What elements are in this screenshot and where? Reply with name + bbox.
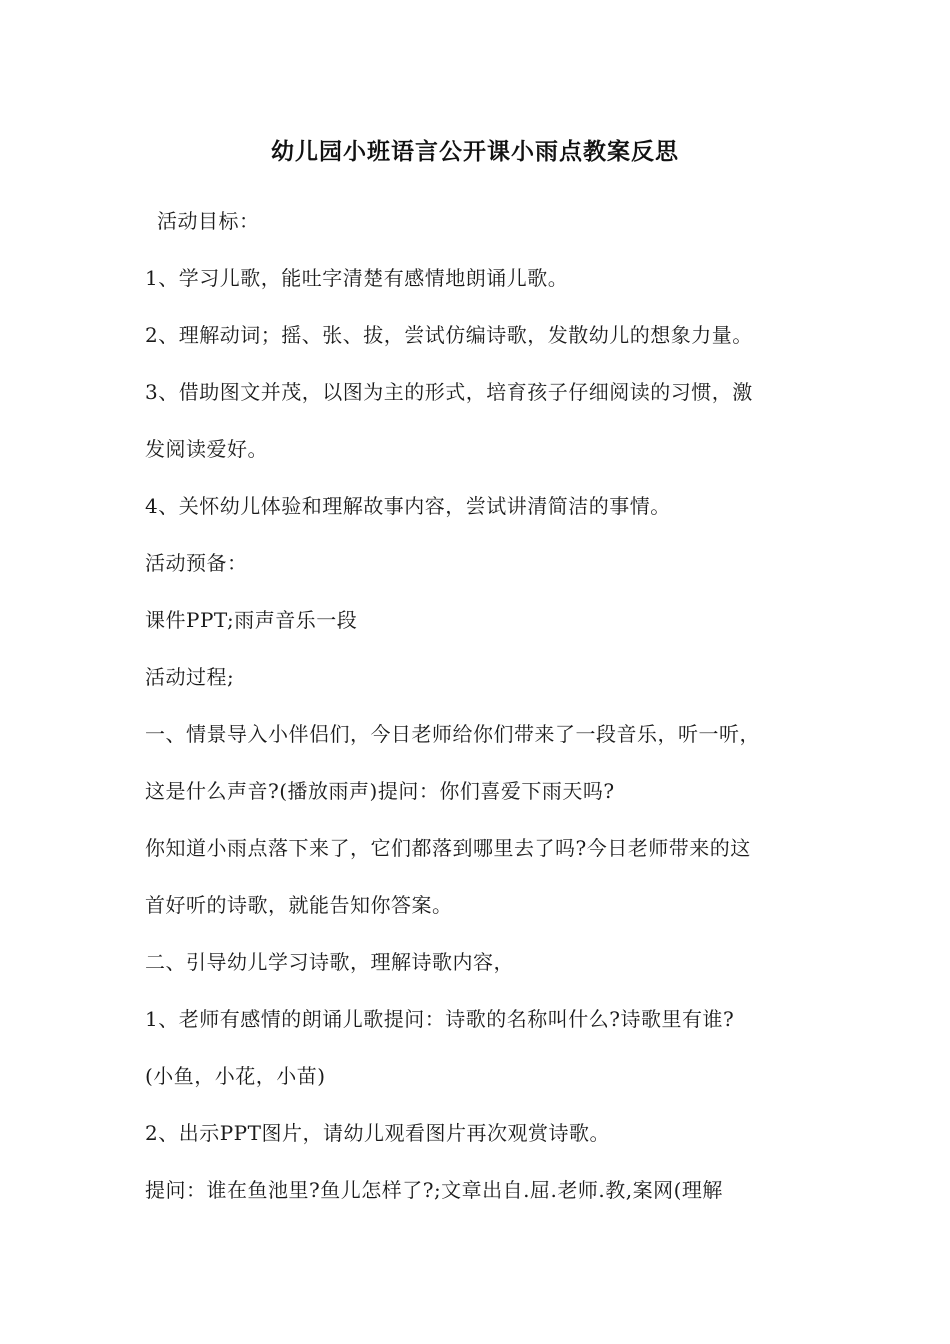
document-title: 幼儿园小班语言公开课小雨点教案反思 [271, 139, 679, 165]
paragraph-line: 一、情景导入小伴侣们，今日老师给你们带来了一段音乐，听一听， [145, 722, 760, 746]
paragraph-line: 这是什么声音?(播放雨声)提问：你们喜爱下雨天吗? [145, 779, 615, 803]
paragraph-line: 4、关怀幼儿体验和理解故事内容，尝试讲清简洁的事情。 [145, 494, 671, 518]
paragraph-line: 1、老师有感情的朗诵儿歌提问：诗歌的名称叫什么?诗歌里有谁? [145, 1007, 735, 1031]
paragraph-line: 1、学习儿歌，能吐字清楚有感情地朗诵儿歌。 [145, 266, 569, 290]
section-heading-process: 活动过程; [145, 665, 235, 689]
paragraph-line: 首好听的诗歌，就能告知你答案。 [145, 893, 453, 917]
paragraph-line: 2、出示PPT图片，请幼儿观看图片再次观赏诗歌。 [145, 1121, 610, 1145]
paragraph-line: 发阅读爱好。 [145, 437, 268, 461]
paragraph-line: 你知道小雨点落下来了，它们都落到哪里去了吗?今日老师带来的这 [145, 836, 751, 860]
paragraph-line: 二、引导幼儿学习诗歌，理解诗歌内容， [145, 950, 514, 974]
paragraph-line: (小鱼，小花，小苗) [145, 1064, 326, 1088]
section-heading-goals: 活动目标： [157, 209, 260, 233]
paragraph-line: 提问：谁在鱼池里?鱼儿怎样了?;文章出自.屈.老师.教,案网(理解 [145, 1178, 723, 1202]
paragraph-line: 3、借助图文并茂，以图为主的形式，培育孩子仔细阅读的习惯，激 [145, 380, 753, 404]
paragraph-line: 2、理解动词；摇、张、拔，尝试仿编诗歌，发散幼儿的想象力量。 [145, 323, 753, 347]
section-heading-preparation: 活动预备： [145, 551, 248, 575]
paragraph-line: 课件PPT;雨声音乐一段 [145, 608, 358, 632]
